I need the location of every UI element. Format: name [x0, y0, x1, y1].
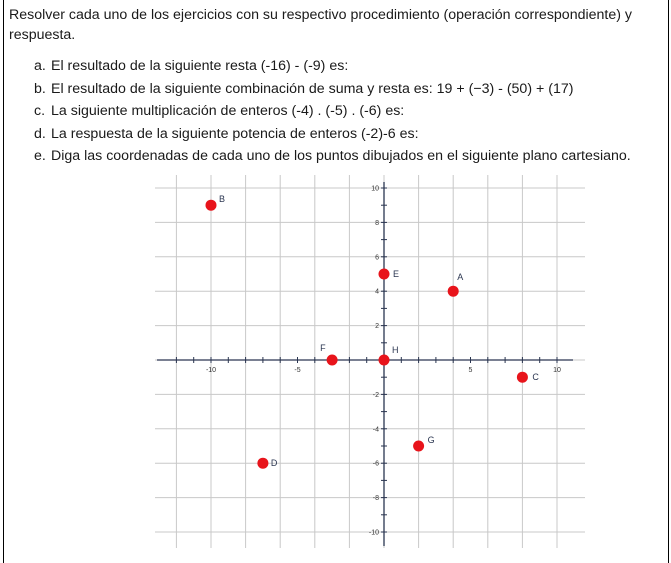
x-tick-label: -10 [205, 367, 217, 374]
y-tick-label: -4 [372, 426, 379, 434]
y-tick-label: 8 [375, 219, 379, 227]
y-tick-label: -8 [372, 495, 379, 503]
point-label: C [532, 372, 539, 383]
point-d [257, 458, 268, 469]
y-tick-label: -6 [372, 460, 379, 468]
point-e [379, 269, 390, 280]
exercise-text: El resultado de la siguiente resta (-16) - (-9) es: [51, 58, 349, 74]
exercise-item-d [9, 123, 664, 146]
point-label: D [270, 458, 278, 469]
y-tick-label: 6 [375, 254, 379, 262]
exercise-item-b [9, 78, 664, 101]
point-c [517, 372, 528, 383]
exercise-item-a [9, 55, 664, 78]
exercise-letter: c. [34, 103, 46, 119]
point-a [448, 286, 459, 297]
point-label: B [219, 194, 226, 205]
y-tick-label: -2 [372, 391, 379, 399]
x-tick-label: 5 [468, 367, 473, 374]
exercise-text: El resultado de la siguiente combinación de suma y resta es: 19 + (−3) - (50) + (17) [51, 80, 574, 97]
exercise-letter: a. [34, 58, 46, 74]
cartesian-plane [155, 170, 585, 550]
point-label: H [392, 345, 399, 355]
exercise-item-e [9, 145, 664, 168]
point-label: G [427, 435, 435, 445]
point-label: F [320, 343, 326, 353]
point-b [206, 200, 217, 211]
instructions-text: Resolver cada uno de los ejercicios con su respectivo procedimiento (operación correspondiente) y respuesta. [9, 7, 633, 43]
exercise-text: La siguiente multiplicación de enteros (-4) . (-5) . (-6) es: [51, 103, 405, 119]
x-tick-label: -5 [294, 367, 301, 374]
y-tick-label: 10 [371, 185, 379, 193]
exercise-text: Diga las coordenadas de cada uno de los puntos dibujados en el siguiente plano cartesiano. [51, 148, 631, 164]
point-label: E [393, 269, 400, 279]
y-tick-label: 2 [375, 323, 379, 331]
exercise-list [9, 55, 664, 168]
y-tick-label: 4 [375, 288, 379, 296]
exercise-letter: d. [34, 125, 46, 142]
exercise-letter: b. [34, 80, 46, 97]
point-h [379, 355, 390, 366]
exercise-text: La respuesta de la siguiente potencia de enteros (-2)-6 es: [51, 125, 419, 142]
exercise-letter: e. [34, 148, 46, 164]
point-f [327, 355, 338, 366]
exercise-item-c [9, 100, 664, 123]
x-tick-label: 10 [553, 367, 561, 374]
cartesian-plane-svg [155, 170, 585, 550]
y-tick-label: -10 [368, 529, 379, 537]
point-g [413, 441, 424, 452]
point-label: A [457, 272, 464, 283]
